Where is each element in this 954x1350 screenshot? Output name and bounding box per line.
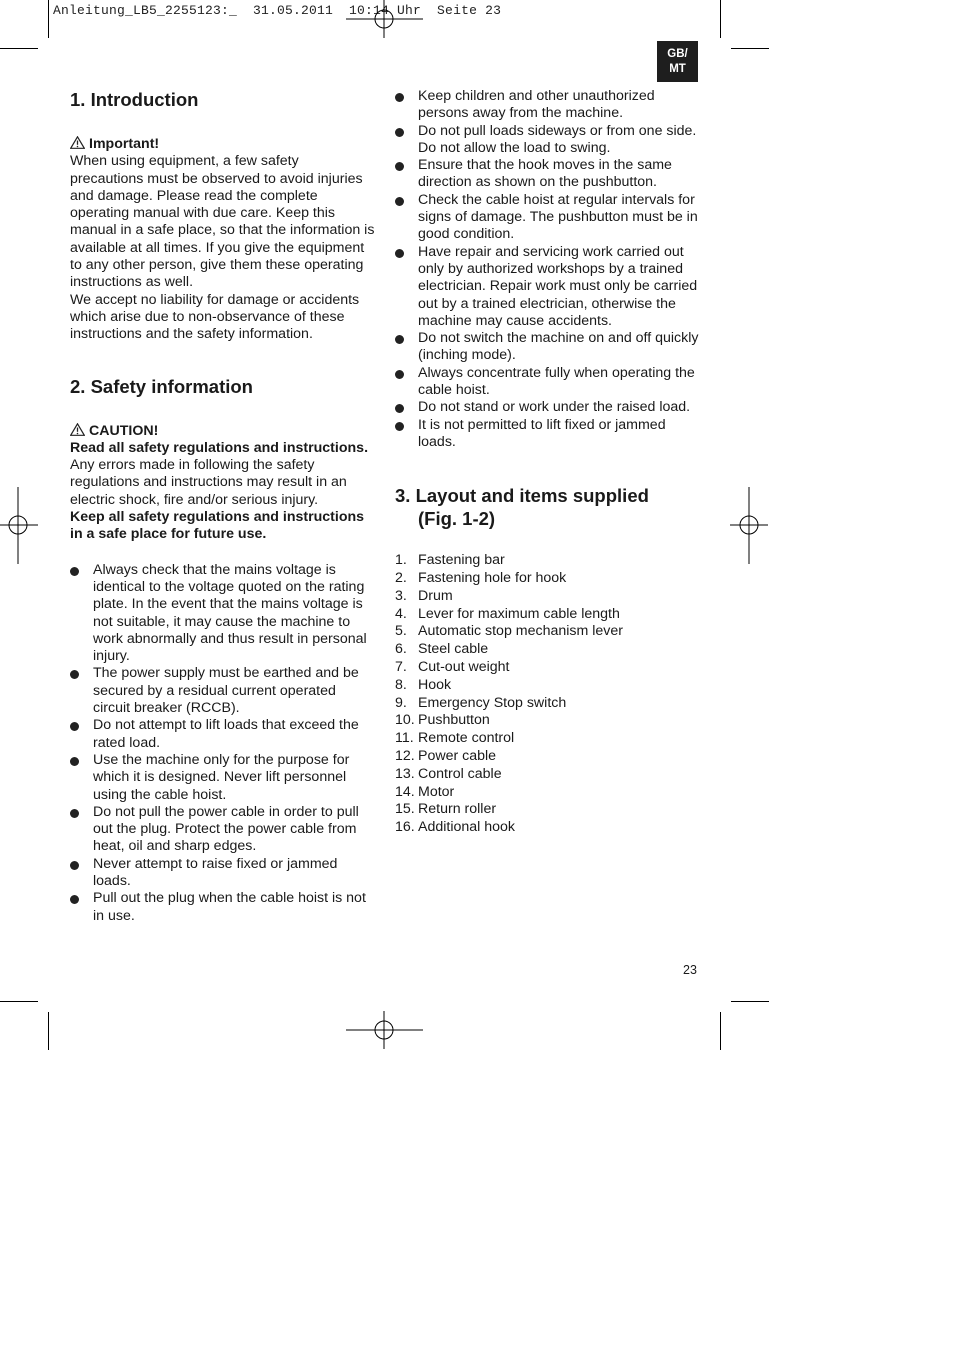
list-item: Use the machine only for the purpose for which it is designed. Never lift personnel using the cable hoist. [70, 752, 375, 804]
list-item: Do not stand or work under the raised load. [395, 399, 700, 416]
list-item: Pull out the plug when the cable hoist is not in use. [70, 890, 375, 925]
language-badge-line1: GB/ [667, 47, 688, 60]
list-item: Have repair and servicing work carried out only by authorized workshops by a trained electrician. Repair work must only be carried out by a trained electrician, otherwise the machine may cause accidents. [395, 244, 700, 330]
layout-heading-line2: (Fig. 1-2) [418, 508, 496, 530]
bullet-icon [70, 809, 79, 818]
registration-mark-left [0, 487, 40, 565]
safety-list-left [70, 562, 375, 925]
list-item: 7. Cut-out weight [395, 659, 510, 676]
bullet-icon [70, 722, 79, 731]
list-item: Check the cable hoist at regular intervals for signs of damage. The pushbutton must be in good condition. [395, 192, 700, 244]
layout-heading-line1: 3. Layout and items supplied [395, 485, 649, 507]
list-item: 13. Control cable [395, 765, 502, 782]
list-item: Do not attempt to lift loads that exceed the rated load. [70, 717, 375, 752]
bullet-icon [395, 162, 404, 171]
left-column [70, 88, 375, 925]
list-item: 15. Return roller [395, 801, 497, 818]
bullet-icon [70, 895, 79, 904]
read-all-instructions: Read all safety regulations and instructions. [70, 439, 369, 456]
list-item: 10. Pushbutton [395, 712, 490, 729]
registration-mark-top [345, 0, 425, 40]
bullet-icon [70, 757, 79, 766]
bullet-icon [395, 335, 404, 344]
bullet-icon [395, 93, 404, 102]
bullet-icon [70, 861, 79, 870]
list-item: Always check that the mains voltage is identical to the voltage quoted on the rating plate. In the event that the mains voltage is not suitable, it may cause the machine to work abnormally and thus result in personal injury. [70, 562, 375, 666]
layout-heading [395, 484, 700, 530]
list-item: 11. Remote control [395, 730, 515, 747]
registration-mark-right [729, 487, 769, 565]
list-item: 9. Emergency Stop switch [395, 694, 567, 711]
language-badge-line2: MT [669, 62, 686, 75]
bullet-icon [395, 370, 404, 379]
bullet-icon [395, 404, 404, 413]
list-item: Keep children and other unauthorized persons away from the machine. [395, 88, 700, 123]
introduction-body: When using equipment, a few safety precautions must be observed to avoid injuries and damage. Please read the complete operating manual with due care. Keep this manual in a safe place, so that the information is available at all times. If you give the equipment to any other person, give them these operating instructions as well. [70, 153, 375, 291]
registration-mark-bottom [345, 1011, 425, 1051]
right-column [395, 88, 700, 837]
list-item: 4. Lever for maximum cable length [395, 605, 620, 622]
list-item: Do not pull the power cable in order to pull out the plug. Protect the power cable from heat, oil and sharp edges. [70, 804, 375, 856]
items-list [395, 552, 700, 837]
list-item: Never attempt to raise fixed or jammed loads. [70, 856, 375, 891]
bullet-icon [395, 249, 404, 258]
list-item: Do not switch the machine on and off quickly (inching mode). [395, 330, 700, 365]
introduction-liability: We accept no liability for damage or accidents which arise due to non-observance of these instructions and the safety information. [70, 291, 360, 343]
bullet-icon [70, 670, 79, 679]
list-item: 12. Power cable [395, 748, 497, 764]
safety-heading: 2. Safety information [70, 375, 253, 397]
bullet-icon [395, 128, 404, 137]
important-label: Important! [89, 136, 160, 152]
bullet-icon [70, 567, 79, 576]
language-badge [657, 41, 698, 82]
list-item: Ensure that the hook moves in the same direction as shown on the pushbutton. [395, 157, 700, 192]
bullet-icon [395, 422, 404, 431]
introduction-heading: 1. Introduction [70, 89, 199, 110]
caution-label: CAUTION! [89, 422, 159, 439]
list-item: 16. Additional hook [395, 819, 516, 836]
list-item: Always concentrate fully when operating the cable hoist. [395, 365, 700, 400]
print-header: Anleitung_LB5_2255123:_ 31.05.2011 10:14 Uhr Seite 23 [53, 3, 502, 18]
list-item: Do not pull loads sideways or from one side. Do not allow the load to swing. [395, 123, 700, 158]
page-number: 23 [683, 963, 697, 977]
errors-warning: Any errors made in following the safety regulations and instructions may result in an electric shock, fire and/or serious injury. [70, 457, 347, 508]
list-item: 1. Fastening bar [395, 552, 505, 569]
list-item: It is not permitted to lift fixed or jammed loads. [395, 417, 700, 452]
safety-list-right [395, 88, 700, 451]
important-note [70, 136, 375, 153]
list-item: The power supply must be earthed and be secured by a residual current operated circuit breaker (RCCB). [70, 665, 375, 717]
caution-note [70, 423, 375, 440]
keep-instructions: Keep all safety regulations and instructions in a safe place for future use. [70, 509, 365, 543]
list-item: 6. Steel cable [395, 641, 489, 658]
list-item: 5. Automatic stop mechanism lever [395, 623, 624, 640]
list-item: 8. Hook [395, 676, 452, 693]
list-item: 2. Fastening hole for hook [395, 570, 567, 587]
bullet-icon [395, 197, 404, 206]
list-item: 14. Motor [395, 783, 455, 800]
warning-triangle-icon [70, 423, 85, 436]
list-item: 3. Drum [395, 587, 453, 604]
warning-triangle-icon [70, 136, 85, 149]
